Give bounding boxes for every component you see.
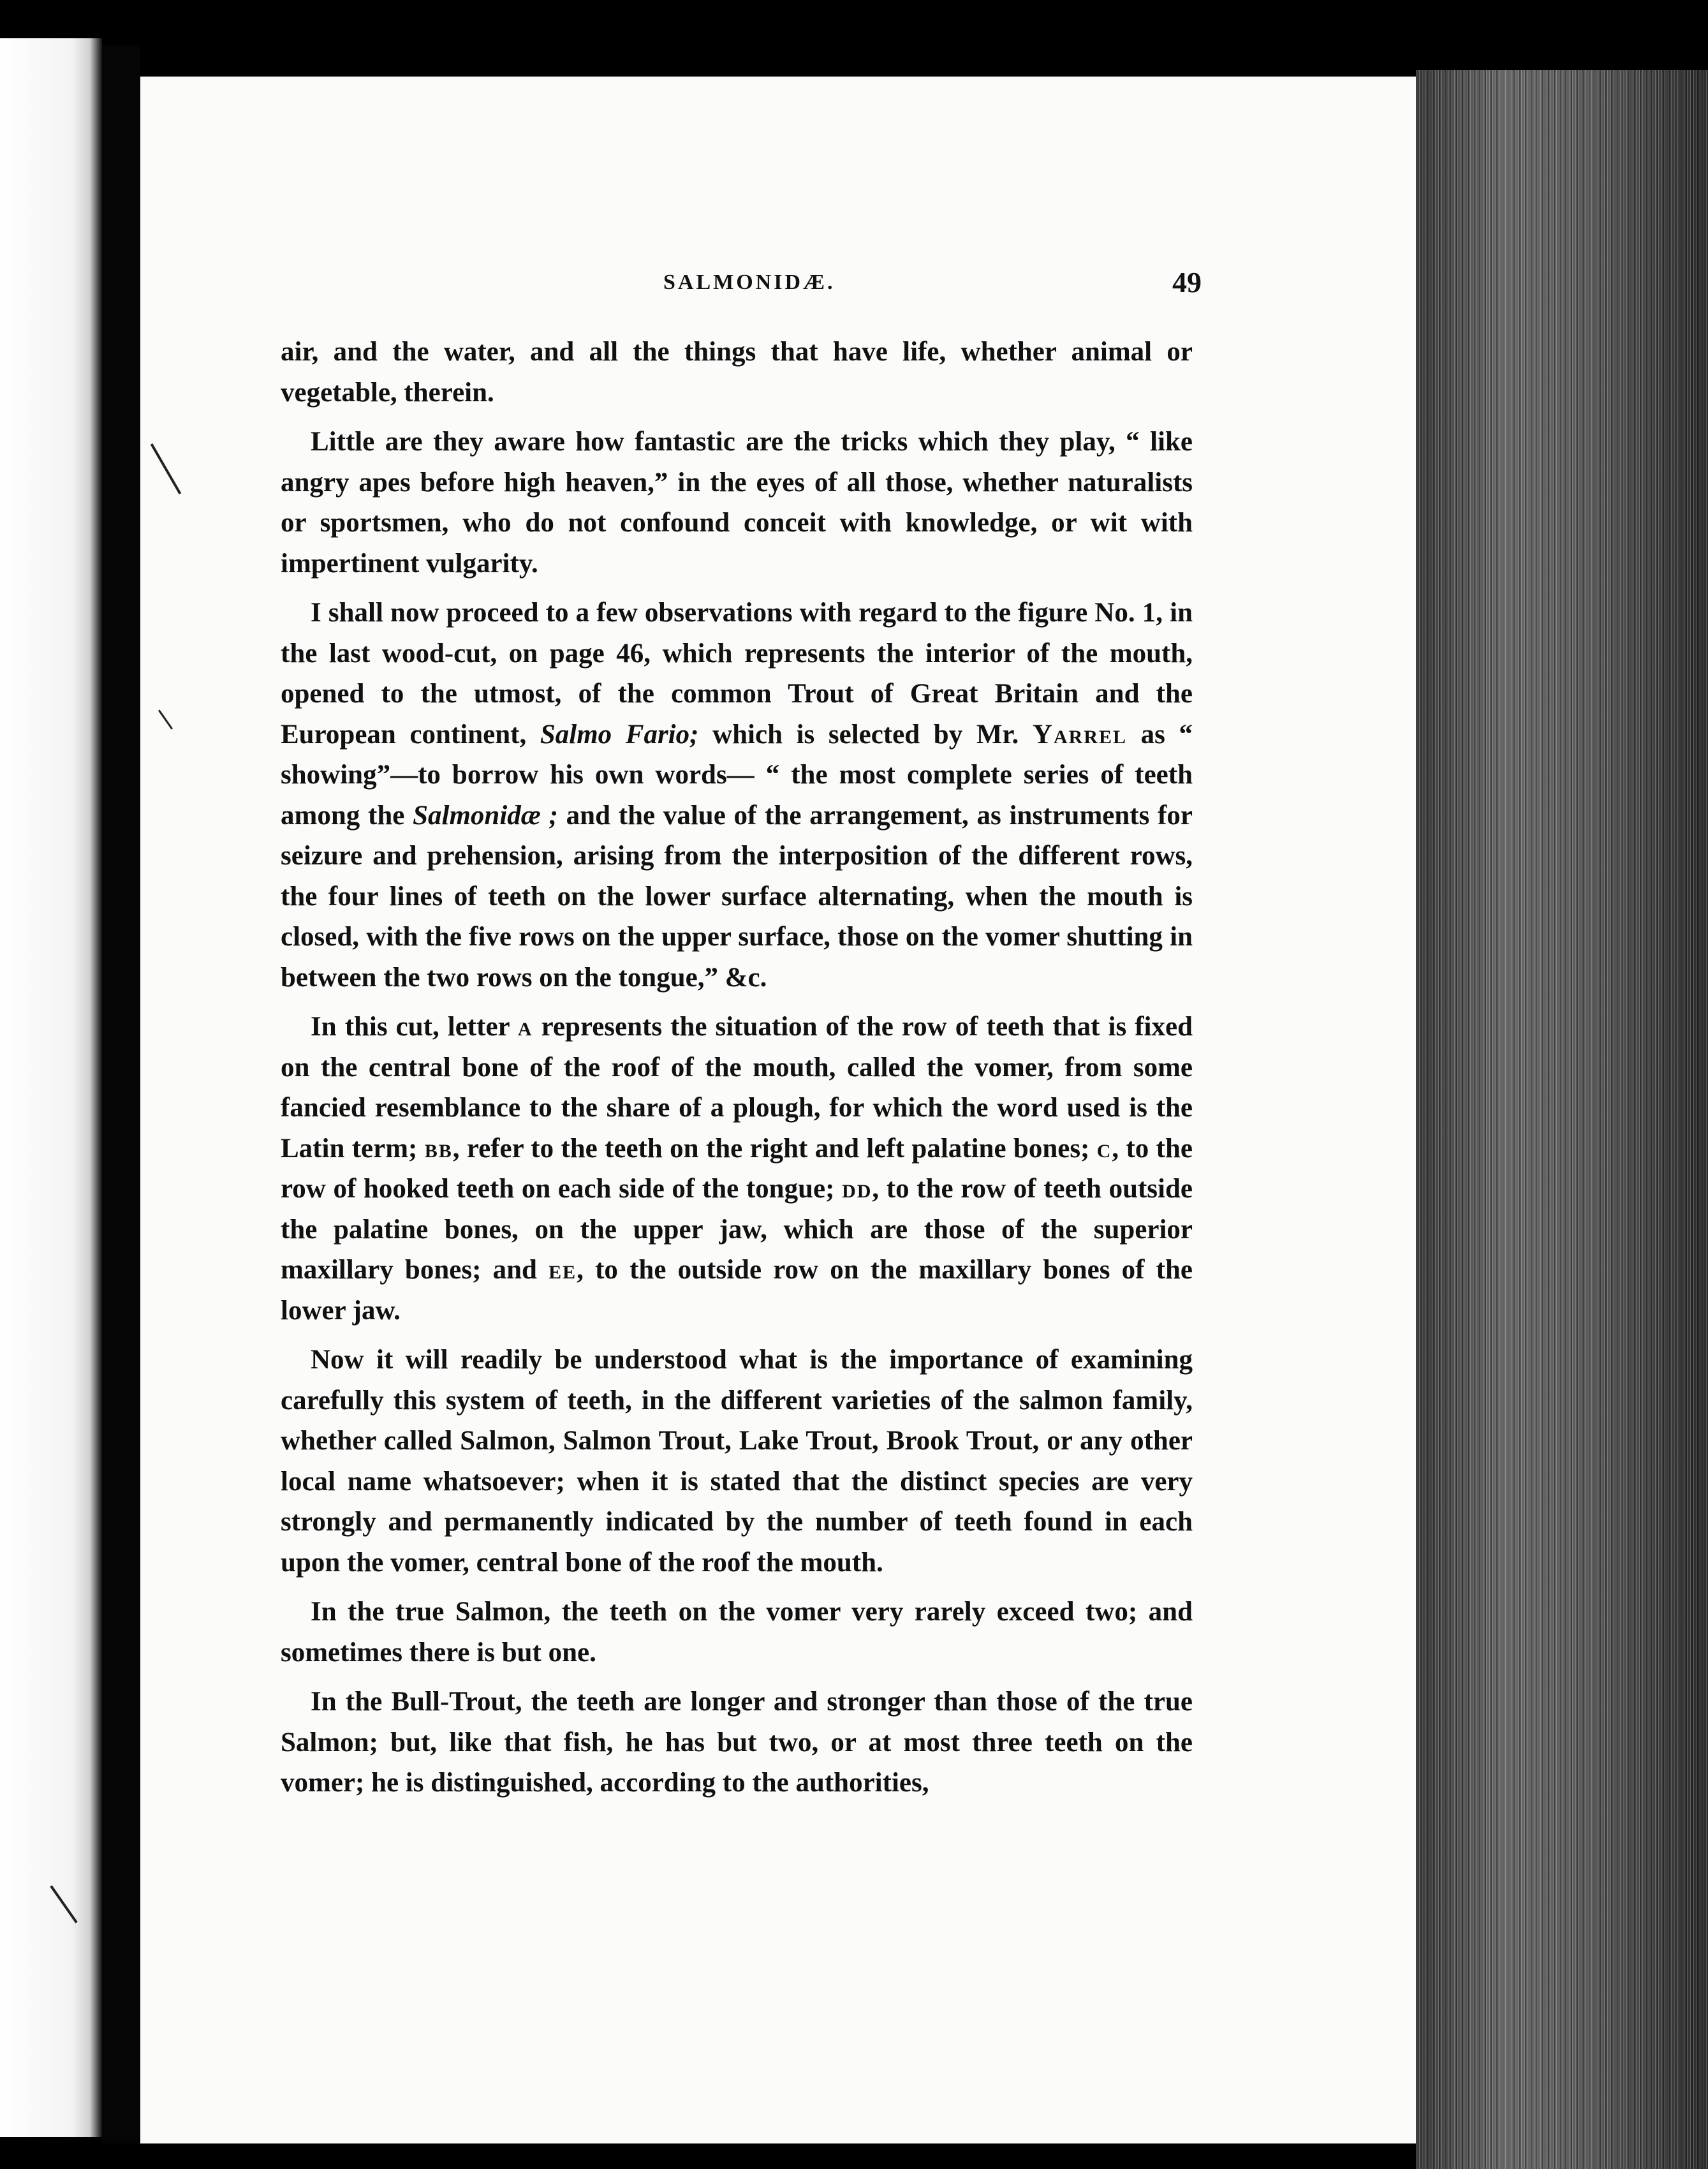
text-run: Now it will readily be understood what is the importance of examining carefully this system of teeth, in the different varieties of the salmon family, whether called Salmon, Salmon Trout, Lake Trout, Brook Trout, or any other local name whatsoever; when it is stated that the distinct species are very strongly and permanently indicated by the number of teeth found in each upon the vomer, central bone of the roof the mouth. [281, 1345, 1193, 1578]
text-run: , to the outside row on the maxillary bones of the lower jaw. [281, 1255, 1193, 1326]
small-caps-text: bb [424, 1133, 453, 1164]
paragraph [281, 1682, 1193, 1803]
italic-text: Salmo Fario; [540, 719, 699, 750]
small-caps-text: Yarrel [1032, 719, 1128, 750]
small-caps-text: dd [842, 1174, 872, 1204]
text-run: represents the situation of the row of teeth that is fixed on the central bone of the roof of the mouth, called the vomer, from some fancied resemblance to the share of a plough, for which the word used is the Latin term; [281, 1012, 1193, 1164]
text-run: and the value of the arrangement, as instruments for seizure and prehension, arising from the interposition of the different rows, the four lines of teeth on the lower surface alternating, when the mouth is closed, with the five rows on the upper surface, those on the vomer shutting in between the two rows on the tongue,” &c. [281, 800, 1193, 993]
text-run: which is selected by Mr. [698, 719, 1033, 750]
text-run: as “ showing”—to borrow his own words— “ the most complete series of teeth among the [281, 719, 1193, 831]
text-run: , to the row of hooked teeth on each side of the tongue; [281, 1133, 1193, 1204]
paragraph [281, 1007, 1193, 1331]
small-caps-text: ee [548, 1255, 577, 1285]
running-head [140, 266, 1202, 309]
binding-gutter [102, 45, 140, 2143]
small-caps-text: a [517, 1012, 533, 1042]
page-number: 49 [1172, 266, 1202, 299]
page-stack-edge [1416, 70, 1708, 2169]
text-run: I shall now proceed to a few observations with regard to the figure No. 1, in the last wood-cut, on page 46, which represents the interior of the mouth, opened to the utmost, of the common Trout of Great Britain and the European continent, [281, 598, 1193, 750]
text-run: In this cut, letter [311, 1012, 518, 1042]
running-title: SALMONIDÆ. [663, 270, 836, 294]
text-run: Little are they aware how fantastic are the tricks which they play, “ like angry apes before high heaven,” in the eyes of all those, whether naturalists or sportsmen, who do not confound conceit with knowledge, or wit with impertinent vulgarity. [281, 427, 1193, 579]
paragraph [281, 1340, 1193, 1583]
italic-text: Salmonidæ ; [413, 800, 558, 831]
paragraph [281, 332, 1193, 413]
paragraph [281, 593, 1193, 998]
body-text [281, 332, 1193, 1812]
text-run: In the true Salmon, the teeth on the vomer very rarely exceed two; and sometimes there is but one. [281, 1597, 1193, 1668]
text-run: In the Bull-Trout, the teeth are longer and stronger than those of the true Salmon; but, like that fish, he has but two, or at most three teeth on the vomer; he is distinguished, according to the authorities, [281, 1687, 1193, 1798]
paragraph [281, 422, 1193, 584]
text-run: , to the row of teeth outside the palatine bones, on the upper jaw, which are those of the superior maxillary bones; and [281, 1174, 1193, 1285]
small-caps-text: c [1096, 1133, 1112, 1164]
facing-page-edge [0, 38, 102, 2137]
text-run: air, and the water, and all the things that have life, whether animal or vegetable, therein. [281, 337, 1193, 408]
paragraph [281, 1592, 1193, 1673]
text-run: , refer to the teeth on the right and left palatine bones; [452, 1133, 1097, 1164]
